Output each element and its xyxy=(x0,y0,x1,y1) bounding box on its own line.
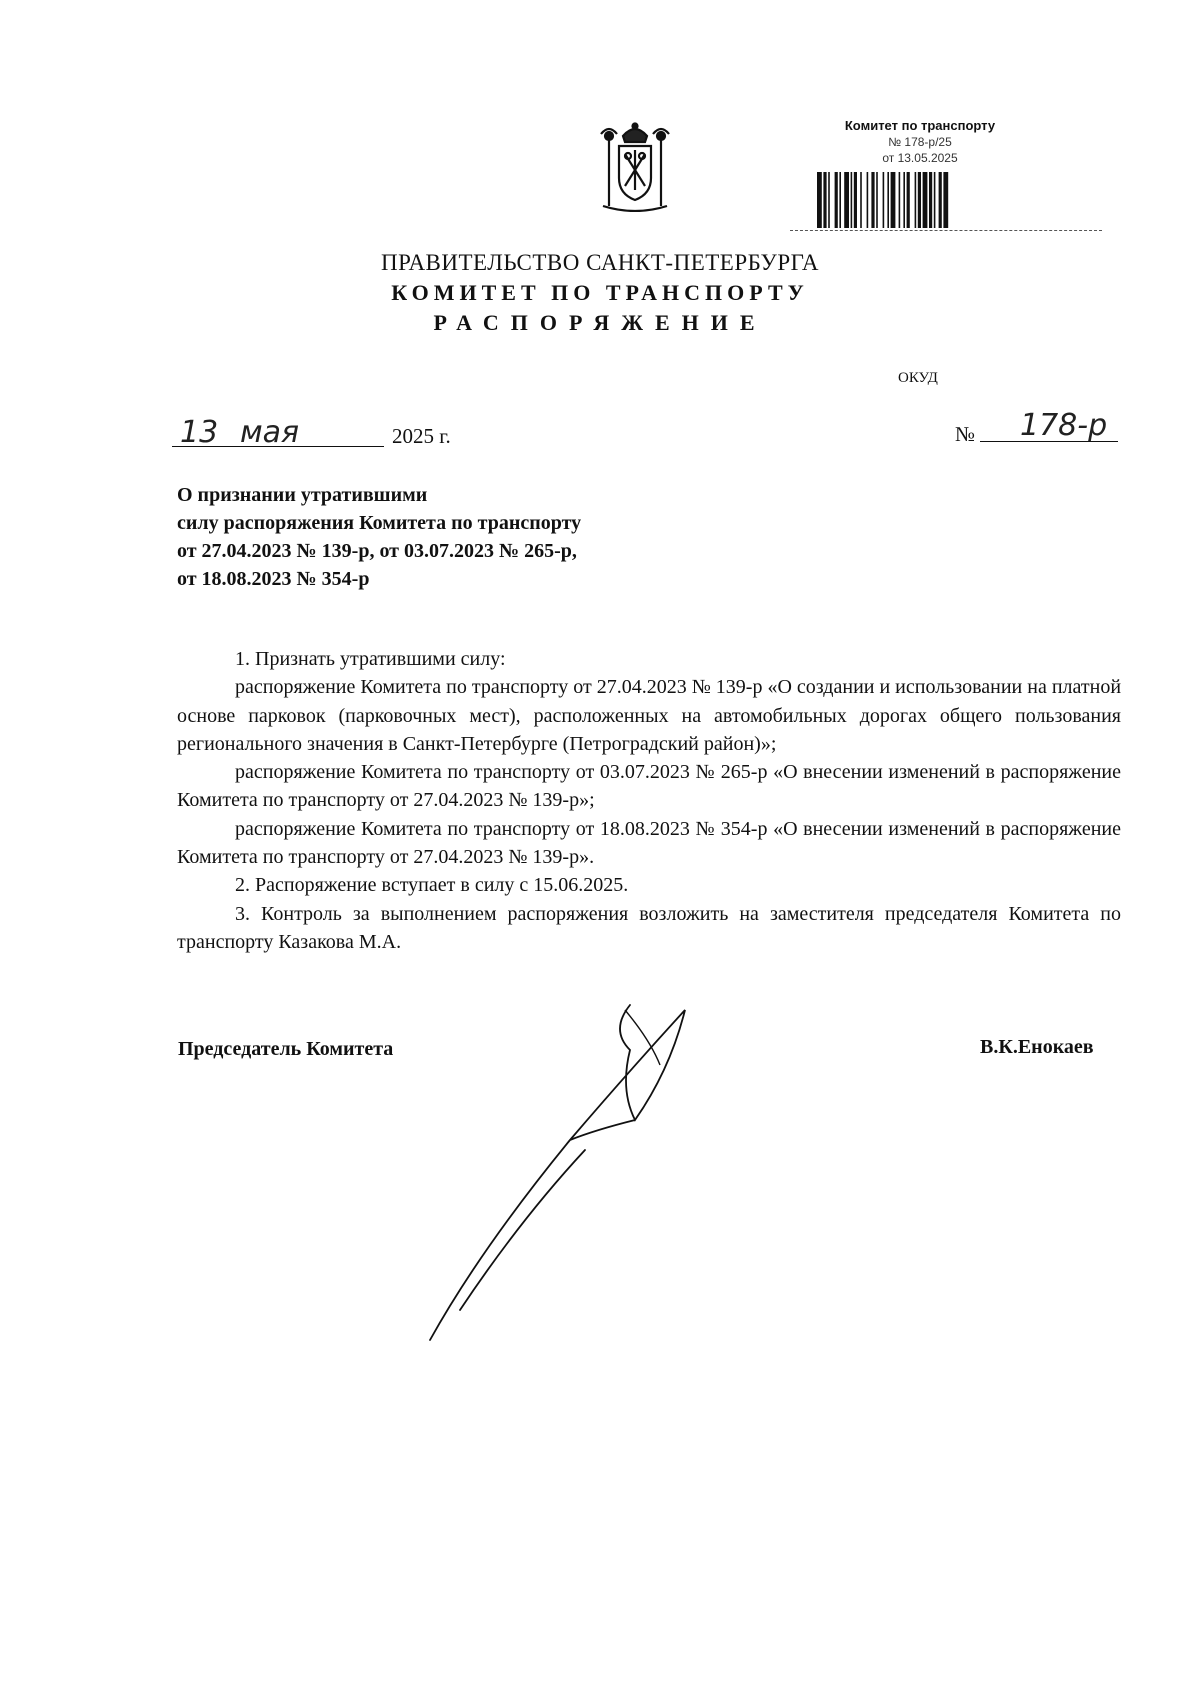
document-number: 178-р xyxy=(1020,408,1108,443)
title-line: О признании утратившими xyxy=(177,484,428,506)
number-underline xyxy=(980,441,1118,442)
registration-stamp xyxy=(820,118,1020,166)
date-year: 2025 г. xyxy=(392,424,451,448)
government-name: ПРАВИТЕЛЬСТВО САНКТ-ПЕТЕРБУРГА xyxy=(380,250,820,275)
document-title xyxy=(177,481,737,593)
stamp-reg-number: № 178-р/25 xyxy=(888,135,952,149)
body-paragraph: 2. Распоряжение вступает в силу с 15.06.2025. xyxy=(235,874,629,897)
okud-label: ОКУД xyxy=(898,370,938,386)
document-body xyxy=(177,645,1121,956)
coat-of-arms-icon xyxy=(595,120,675,212)
body-paragraph: 1. Признать утратившими силу: xyxy=(235,648,506,670)
date-day: 13 xyxy=(180,415,219,450)
date-underline xyxy=(172,446,384,447)
body-paragraph: 3. Контроль за выполнением распоряжения возложить на заместителя председателя Комитета по транспорту Казакова М.А. xyxy=(177,902,1121,953)
title-line: от 18.08.2023 № 354-р xyxy=(177,568,370,590)
stamp-org: Комитет по транспорту xyxy=(844,118,996,133)
body-paragraph: распоряжение Комитета по транспорту от 18.08.2023 № 354-р «О внесении изменений в распоряжение Комитета по транспорту от 27.04.2023 № 139-р». xyxy=(177,817,1121,869)
committee-name: КОМИТЕТ ПО ТРАНСПОРТУ xyxy=(391,280,809,305)
title-line: силу распоряжения Комитета по транспорту xyxy=(177,512,582,534)
barcode-icon xyxy=(815,172,1025,230)
stamp-reg-date: от 13.05.2025 xyxy=(882,151,958,165)
body-paragraph: распоряжение Комитета по транспорту от 27.04.2023 № 139-р «О создании и использовании на платной основе парковок (парковочных мест), расположенных на автомобильных дорогах общего пользования регионального значения в Санкт-Петербурге (Петроградский район)»; xyxy=(177,676,1122,755)
document-type: РАСПОРЯЖЕНИЕ xyxy=(433,310,767,335)
date-month: мая xyxy=(240,415,300,450)
body-paragraph: распоряжение Комитета по транспорту от 03.07.2023 № 265-р «О внесении изменений в распоряжение Комитета по транспорту от 27.04.2023 № 139-р»; xyxy=(177,761,1121,812)
number-sign: № xyxy=(955,422,976,446)
stamp-divider xyxy=(790,230,1102,231)
signatory-role: Председатель Комитета xyxy=(178,1038,394,1060)
title-line: от 27.04.2023 № 139-р, от 03.07.2023 № 265-р, xyxy=(177,540,577,562)
handwritten-signature xyxy=(420,990,740,1350)
signatory-name: В.К.Енокаев xyxy=(980,1036,1094,1058)
